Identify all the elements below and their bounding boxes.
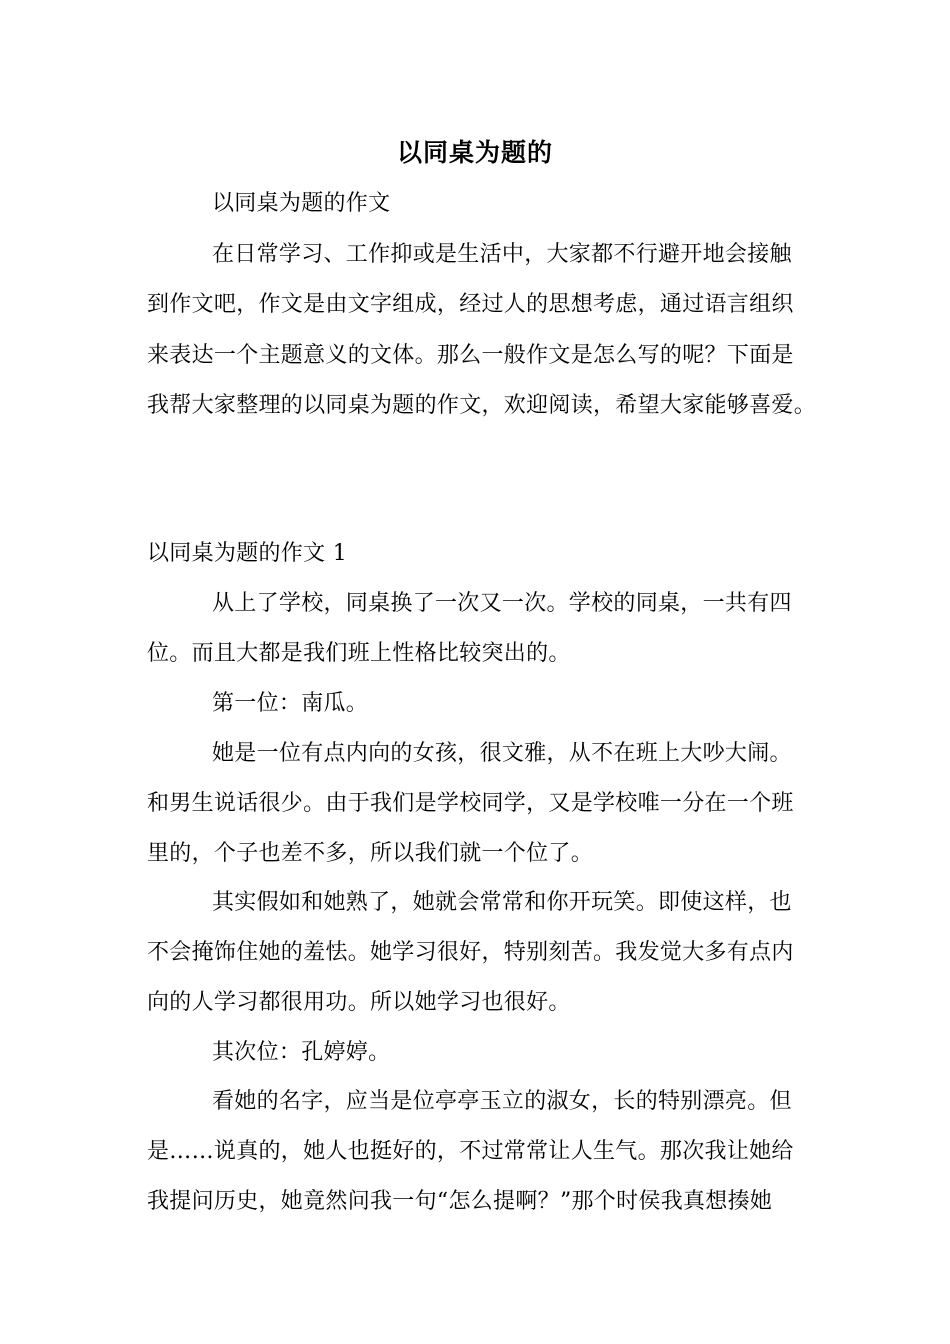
body-line: 位。而且大都是我们班上性格比较突出的。	[147, 641, 571, 666]
body-line: 看她的名字，应当是位亭亭玉立的淑女，长的特别漂亮。但	[212, 1089, 792, 1114]
intro-line: 来表达一个主题意义的文体。那么一般作文是怎么写的呢？下面是	[147, 343, 794, 368]
body-line: 里的，个子也差不多，所以我们就一个位了。	[147, 841, 594, 866]
intro-line: 到作文吧，作文是由文字组成，经过人的思想考虑，通过语言组织	[147, 292, 794, 317]
body-line: 是……说真的，她人也挺好的，不过常常让人生气。那次我让她给	[147, 1139, 794, 1164]
body-line: 其次位：孔婷婷。	[212, 1040, 391, 1065]
body-line: 我提问历史，她竟然问我一句“怎么提啊？”那个时侯我真想揍她	[147, 1189, 773, 1214]
intro-line: 我帮大家整理的以同桌为题的作文，欢迎阅读，希望大家能够喜爱。	[147, 393, 817, 418]
document-title: 以同桌为题的	[396, 138, 553, 167]
body-line: 和男生说话很少。由于我们是学校同学，又是学校唯一分在一个班	[147, 791, 794, 816]
section-heading: 以同桌为题的作文 1	[147, 541, 347, 566]
intro-line: 在日常学习、工作抑或是生活中，大家都不行避开地会接触	[212, 242, 792, 267]
body-line: 不会掩饰住她的羞怯。她学习很好，特别刻苦。我发觉大多有点内	[147, 940, 794, 965]
body-line: 向的人学习都很用功。所以她学习也很好。	[147, 990, 571, 1015]
body-line: 从上了学校，同桌换了一次又一次。学校的同桌，一共有四	[212, 591, 792, 616]
body-line: 第一位：南瓜。	[212, 691, 369, 716]
body-line: 其实假如和她熟了，她就会常常和你开玩笑。即使这样，也	[212, 890, 792, 915]
document-subtitle: 以同桌为题的作文	[212, 191, 391, 216]
body-line: 她是一位有点内向的女孩，很文雅，从不在班上大吵大闹。	[212, 741, 792, 766]
